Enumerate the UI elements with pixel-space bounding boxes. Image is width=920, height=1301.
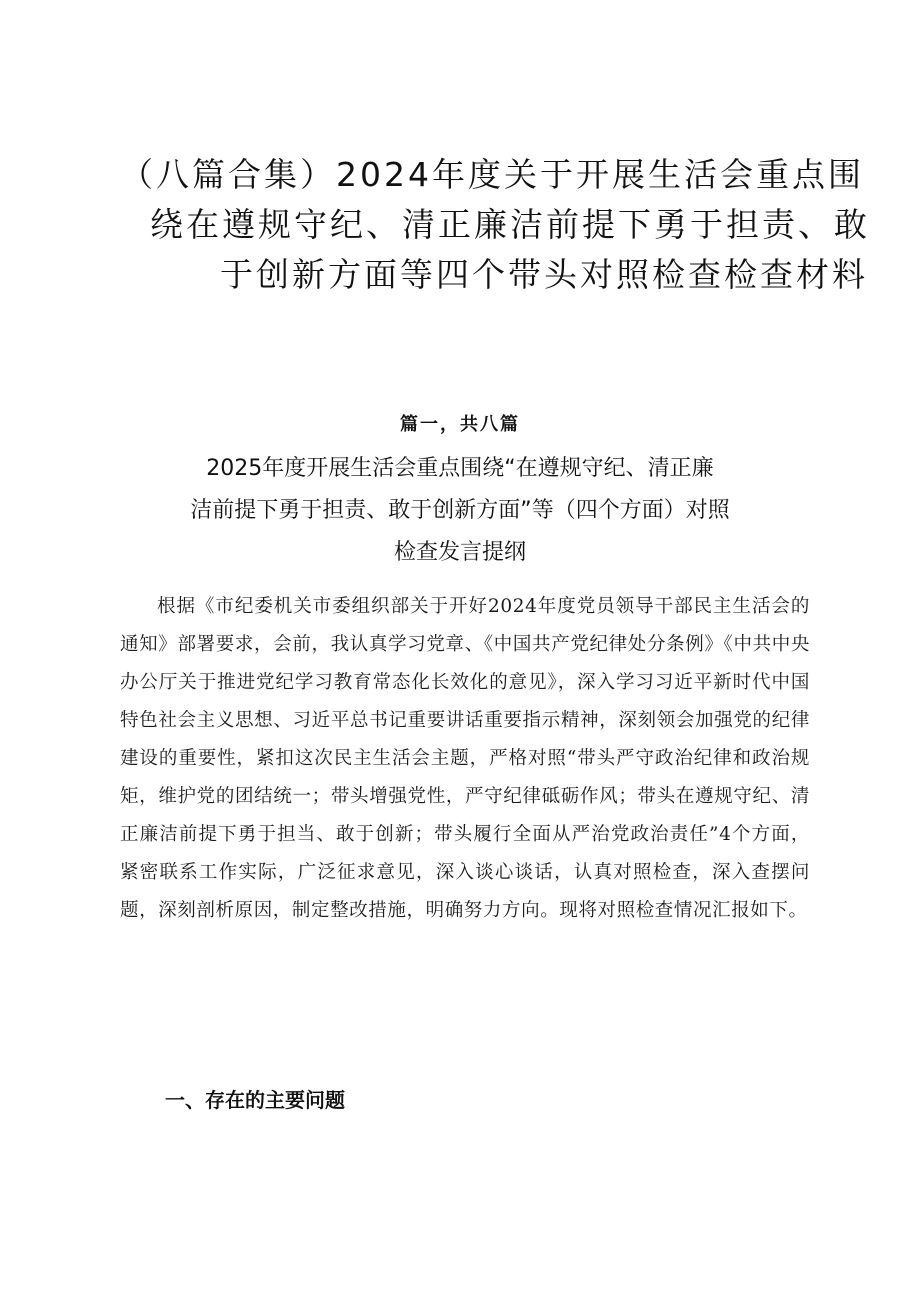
- body-paragraph: 根据《市纪委机关市委组织部关于开好2024年度党员领导干部民主生活会的通知》部署要求，会前，我认真学习党章、《中国共产党纪律处分条例》《中共中央办公厅关于推进党纪学习教育常态化长效化的意见》，深入学习习近平新时代中国特色社会主义思想、习近平总书记重要讲话重要指示精神，深刻领会加强党的纪律建设的重要性，紧扣这次民主生活会主题，严格对照“带头严守政治纪律和政治规矩，维护党的团结统一；带头增强党性，严守纪律砥砺作风；带头在遵规守纪、清正廉洁前提下勇于担当、敢于创新；带头履行全面从严治党政治责任”4个方面，紧密联系工作实际，广泛征求意见，深入谈心谈话，认真对照检查，深入查摆问题，深刻剖析原因，制定整改措施，明确努力方向。现将对照检查情况汇报如下。: [120, 596, 810, 921]
- part-label: 篇一，共八篇: [400, 414, 520, 435]
- main-title: [120, 150, 870, 300]
- section-heading: 一、存在的主要问题: [165, 1088, 345, 1112]
- sub-heading-line: 洁前提下勇于担责、敢于创新方面”等（四个方面）对照: [190, 498, 730, 523]
- main-title-line: （八篇合集）2024年度关于开展生活会重点围: [120, 155, 864, 194]
- sub-heading-line: 2025年度开展生活会重点围绕“在遵规守纪、清正廉: [206, 456, 714, 481]
- sub-heading-line: 检查发言提纲: [393, 540, 526, 565]
- sub-heading: [140, 448, 780, 574]
- main-title-line: 绕在遵规守纪、清正廉洁前提下勇于担责、敢: [150, 205, 870, 244]
- main-title-line: 于创新方面等四个带头对照检查检查材料: [220, 255, 868, 294]
